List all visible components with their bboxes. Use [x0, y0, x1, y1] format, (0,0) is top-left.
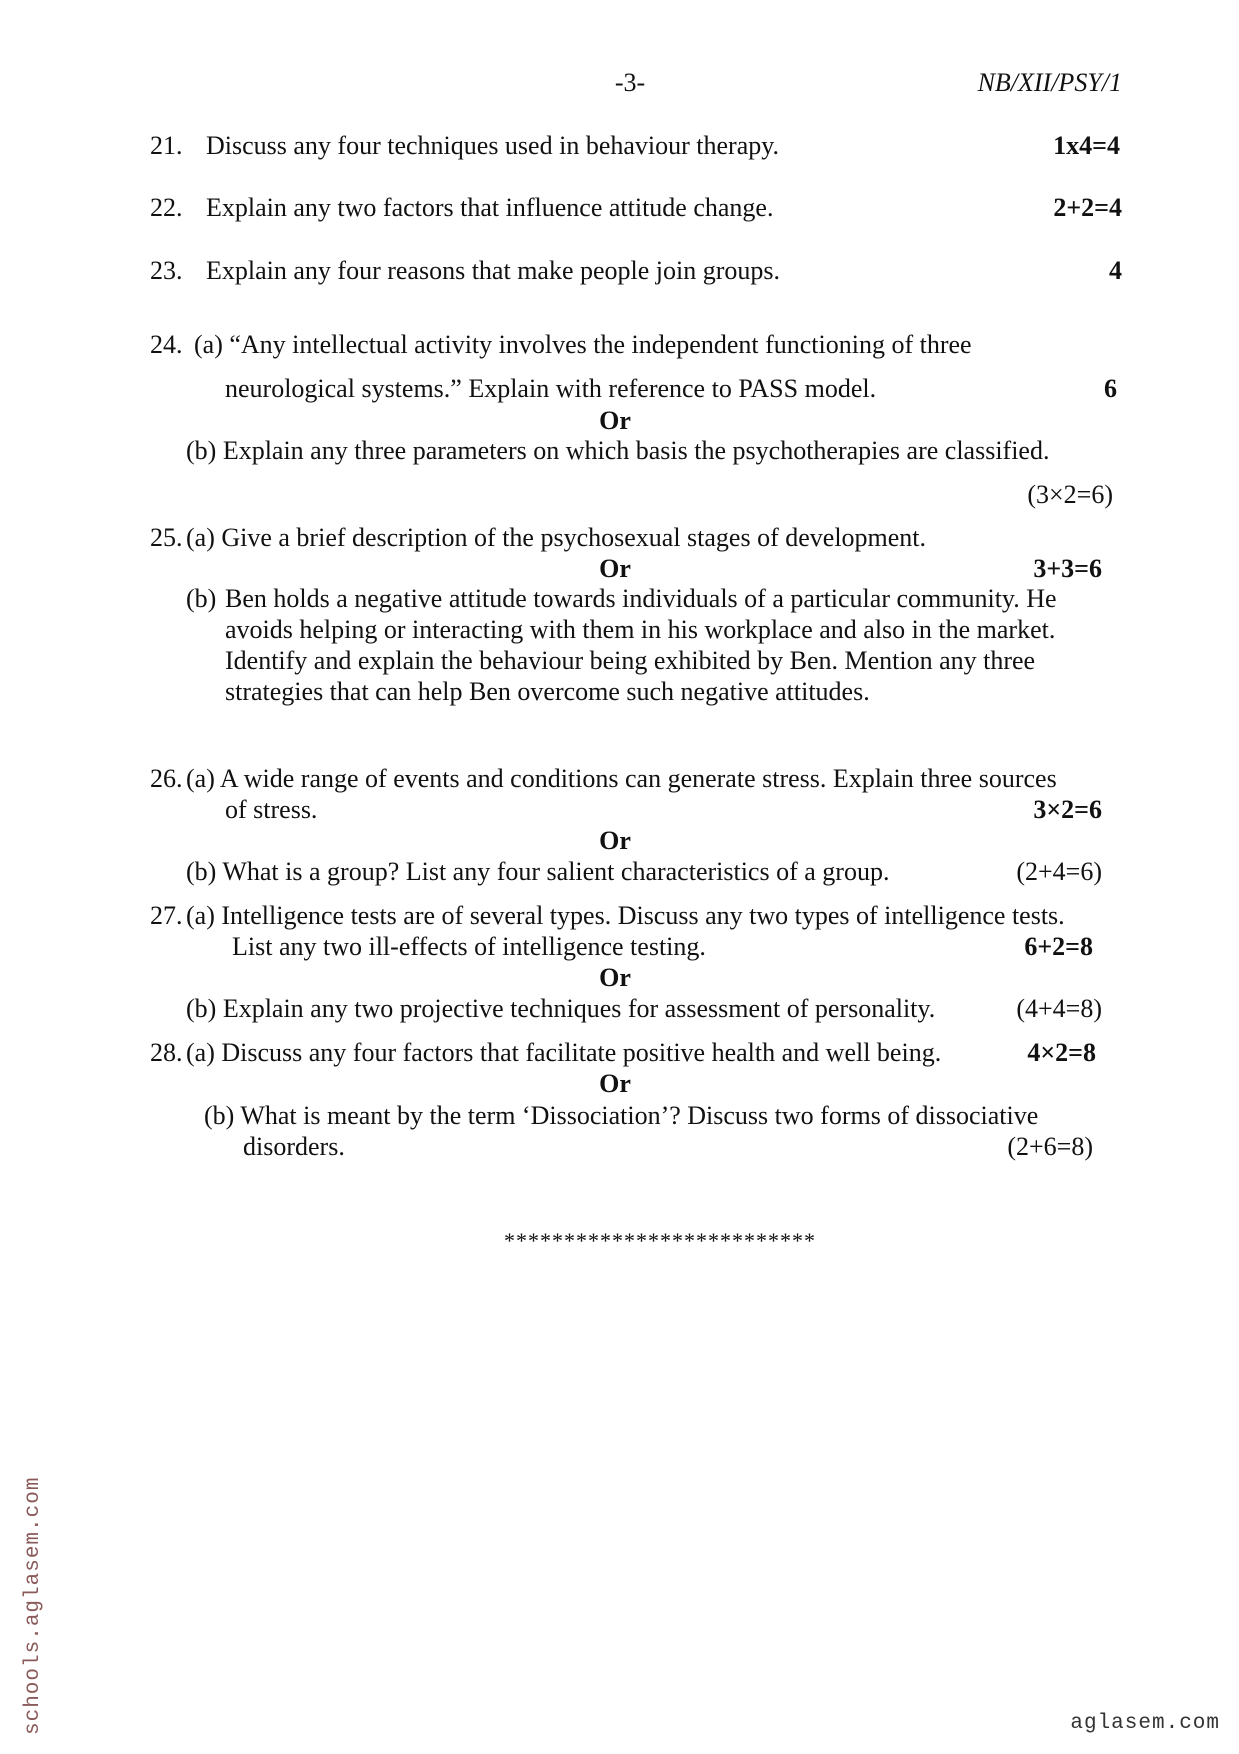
question-number: 21. [150, 131, 183, 160]
question-part-b-cont: disorders. [243, 1132, 345, 1161]
question-part-a-cont: List any two ill-effects of intelligence testing. [232, 932, 706, 961]
question-part-b-line: Ben holds a negative attitude towards individuals of a particular community. He [225, 584, 1057, 613]
question-number: 26. [150, 764, 183, 793]
question-part-b-line: Identify and explain the behaviour being exhibited by Ben. Mention any three [225, 646, 1036, 675]
question-marks: 3×2=6 [1033, 795, 1102, 824]
end-of-paper-marker: ************************** [504, 1228, 816, 1253]
question-part-a: (a) Discuss any four factors that facilitate positive health and well being. [186, 1038, 942, 1067]
question-part-b-label: (b) [186, 584, 217, 613]
question-number: 23. [150, 256, 183, 285]
question-marks: 3+3=6 [1033, 554, 1102, 583]
or-separator: Or [599, 963, 631, 992]
question-part-b: (b) What is a group? List any four salient characteristics of a group. [186, 857, 890, 886]
question-part-b: (b) What is meant by the term ‘Dissociation’? Discuss two forms of dissociative [204, 1101, 1039, 1130]
question-part-b-line: strategies that can help Ben overcome such negative attitudes. [225, 677, 870, 706]
question-marks: (2+4=6) [1016, 857, 1102, 886]
question-part-b: (b) Explain any two projective techniques for assessment of personality. [186, 994, 936, 1023]
question-part-a: (a) Give a brief description of the psychosexual stages of development. [186, 523, 927, 552]
question-number: 28. [150, 1038, 183, 1067]
question-part-a-cont: neurological systems.” Explain with reference to PASS model. [225, 374, 877, 403]
question-marks: (3×2=6) [1027, 480, 1113, 509]
question-part-b-line: avoids helping or interacting with them in his workplace and also in the market. [225, 615, 1056, 644]
question-part-a: (a) “Any intellectual activity involves the independent functioning of three [194, 330, 972, 359]
watermark-right: aglasem.com [1070, 1712, 1220, 1735]
watermark-left: schools.aglasem.com [22, 1476, 45, 1735]
or-separator: Or [599, 554, 631, 583]
question-marks: 1x4=4 [1053, 131, 1120, 160]
question-text: Explain any four reasons that make people join groups. [206, 256, 781, 285]
question-number: 22. [150, 193, 183, 222]
question-part-a: (a) A wide range of events and conditions can generate stress. Explain three sources [186, 764, 1057, 793]
question-number: 25. [150, 523, 183, 552]
question-marks: 6+2=8 [1024, 932, 1093, 961]
question-marks: 4 [1109, 256, 1122, 285]
question-part-b: (b) Explain any three parameters on which basis the psychotherapies are classified. [186, 436, 1050, 465]
question-marks: 4×2=8 [1027, 1038, 1096, 1067]
or-separator: Or [599, 826, 631, 855]
question-part-a: (a) Intelligence tests are of several types. Discuss any two types of intelligence tests. [186, 901, 1065, 930]
or-separator: Or [599, 406, 631, 435]
question-marks: (4+4=8) [1016, 994, 1102, 1023]
paper-code: NB/XII/PSY/1 [977, 68, 1122, 97]
question-marks: (2+6=8) [1007, 1132, 1093, 1161]
question-text: Discuss any four techniques used in behaviour therapy. [206, 131, 780, 160]
question-marks: 6 [1104, 374, 1117, 403]
question-number: 27. [150, 901, 183, 930]
question-text: Explain any two factors that influence attitude change. [206, 193, 774, 222]
question-number: 24. [150, 330, 183, 359]
or-separator: Or [599, 1069, 631, 1098]
question-part-a-cont: of stress. [225, 795, 318, 824]
page-number: -3- [614, 68, 646, 97]
question-marks: 2+2=4 [1053, 193, 1122, 222]
